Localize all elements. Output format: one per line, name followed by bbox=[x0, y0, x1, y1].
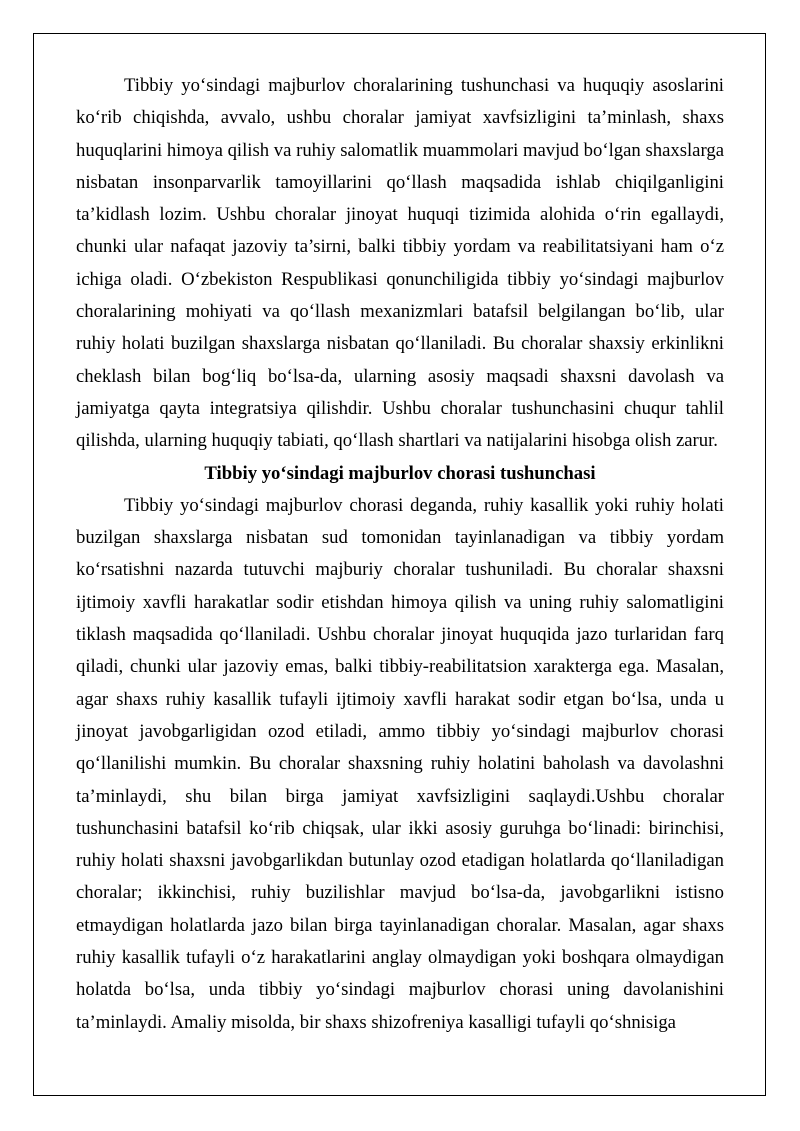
section-heading: Tibbiy yo‘sindagi majburlov chorasi tushunchasi bbox=[204, 462, 596, 484]
document-body bbox=[76, 70, 724, 1039]
intro-paragraph: Tibbiy yo‘sindagi majburlov choralarining tushunchasi va huquqiy asoslarini ko‘rib chiqishda, avvalo, ushbu choralar jamiyat xavfsizligini ta’minlash, shaxs huquqlarini himoya qilish va ruhiy salomatlik muammolari mavjud bo‘lgan shaxslarga nisbatan insonparvarlik tamoyillarini qo‘llash maqsadida ishlab chiqilganligini ta’kidlash lozim. Ushbu choralar jinoyat huquqi tizimida alohida o‘rin egallaydi, chunki ular nafaqat jazoviy ta’sirni, balki tibbiy yordam va reabilitatsiyani ham o‘z ichiga oladi. O‘zbekiston Respublikasi qonunchiligida tibbiy yo‘sindagi majburlov choralarining mohiyati va qo‘llash mexanizmlari batafsil belgilangan bo‘lib, ular ruhiy holati buzilgan shaxslarga nisbatan qo‘llaniladi. Bu choralar shaxsiy erkinlikni cheklash bilan bog‘liq bo‘lsa-da, ularning asosiy maqsadi shaxsni davolash va jamiyatga qayta integratsiya qilishdir. Ushbu choralar tushunchasini chuqur tahlil qilishda, ularning huquqiy tabiati, qo‘llash shartlari va natijalarini hisobga olish zarur. bbox=[76, 75, 724, 452]
section-paragraph: Tibbiy yo‘sindagi majburlov chorasi deganda, ruhiy kasallik yoki ruhiy holati buzilgan shaxslarga nisbatan sud tomonidan tayinlanadigan va tibbiy yordam ko‘rsatishni nazarda tutuvchi majburiy choralar tushuniladi. Bu choralar shaxsni ijtimoiy xavfli harakatlar sodir etishdan himoya qilish va uning ruhiy salomatligini tiklash maqsadida qo‘llaniladi. Ushbu choralar jinoyat huquqida jazo turlaridan farq qiladi, chunki ular jazoviy emas, balki tibbiy-reabilitatsion xarakterga ega. Masalan, agar shaxs ruhiy kasallik tufayli ijtimoiy xavfli harakat sodir etgan bo‘lsa, unda u jinoyat javobgarligidan ozod etiladi, ammo tibbiy yo‘sindagi majburlov chorasi qo‘llanilishi mumkin. Bu choralar shaxsning ruhiy holatini baholash va davolashni ta’minlaydi, shu bilan birga jamiyat xavfsizligini saqlaydi.Ushbu choralar tushunchasini batafsil ko‘rib chiqsak, ular ikki asosiy guruhga bo‘linadi: birinchisi, ruhiy holati shaxsni javobgarlikdan butunlay ozod etadigan holatlarda qo‘llaniladigan choralar; ikkinchisi, ruhiy buzilishlar mavjud bo‘lsa-da, javobgarlikni istisno etmaydigan holatlarda jazo bilan birga tayinlanadigan choralar. Masalan, agar shaxs ruhiy kasallik tufayli o‘z harakatlarini anglay olmaydigan yoki boshqara olmaydigan holatda bo‘lsa, unda tibbiy yo‘sindagi majburlov chorasi uning davolanishini ta’minlaydi. Amaliy misolda, bir shaxs shizofreniya kasalligi tufayli qo‘shnisiga bbox=[76, 494, 724, 1033]
